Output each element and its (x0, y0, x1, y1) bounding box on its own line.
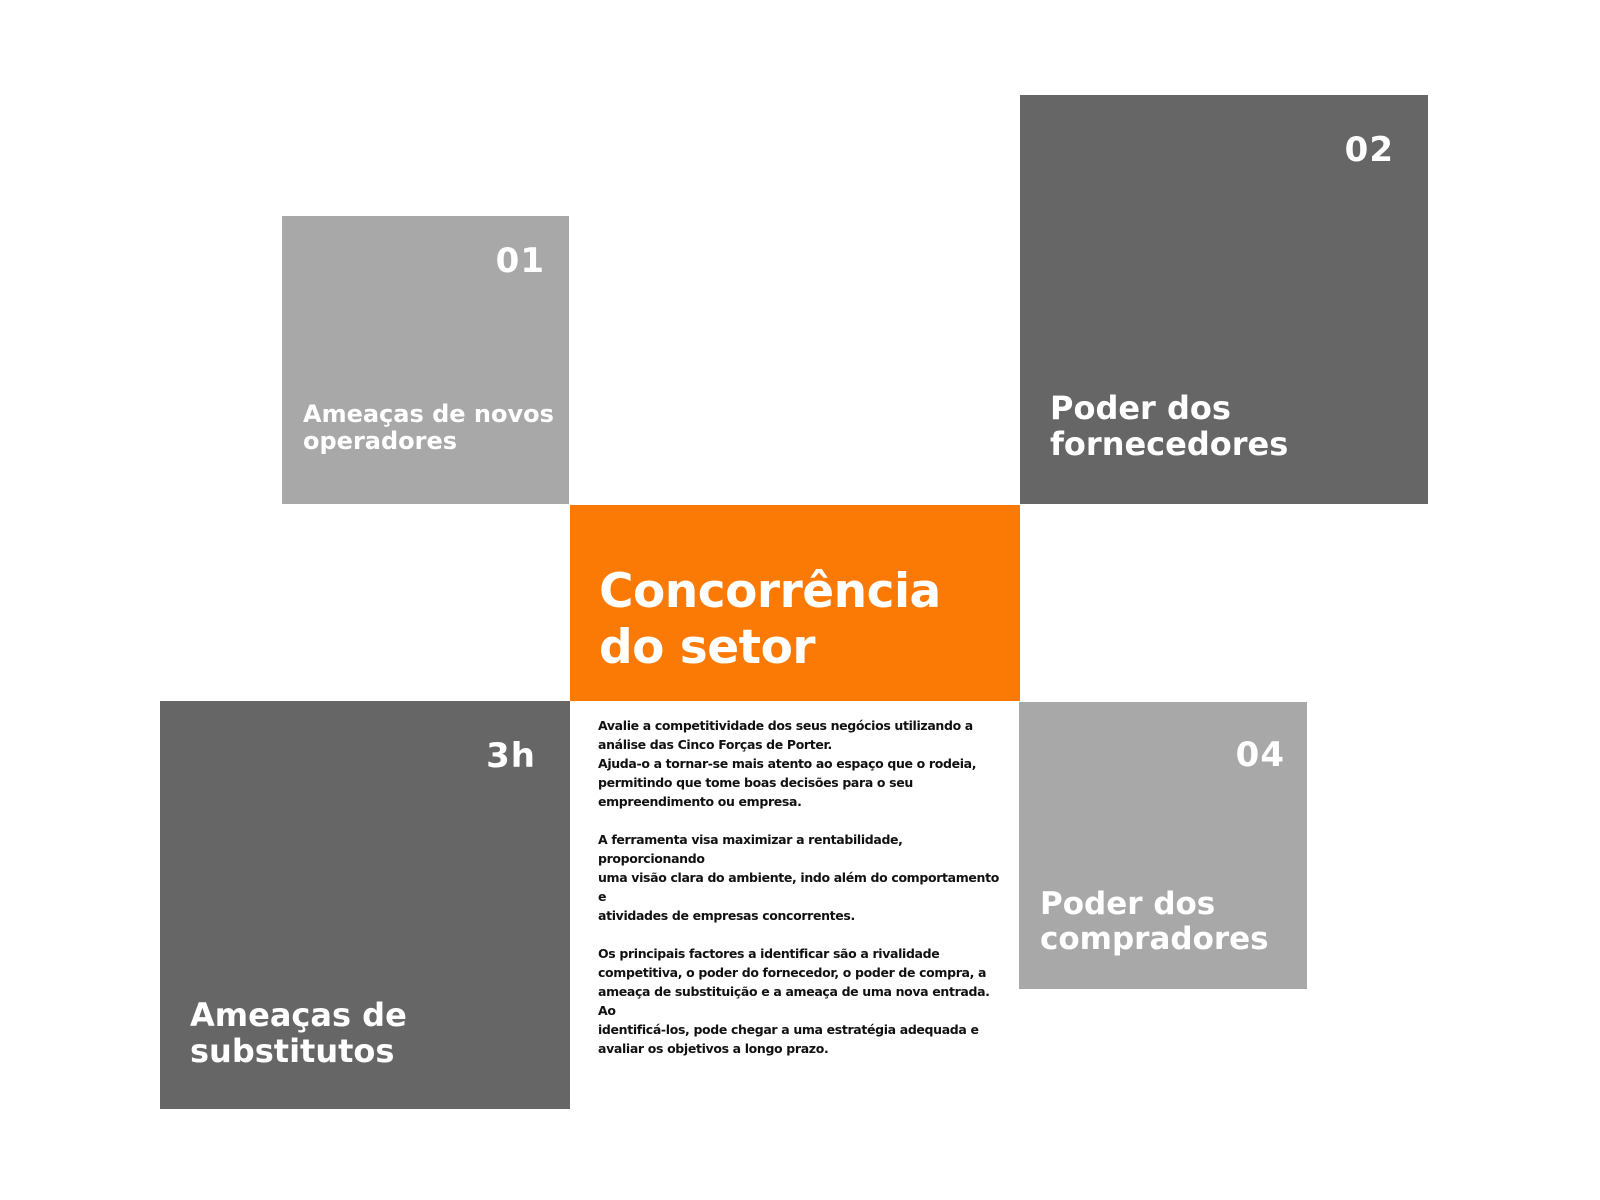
force-number: 04 (1235, 735, 1285, 775)
description-line: identificá-los, pode chegar a uma estratégia adequada e (598, 1022, 979, 1037)
force-label-line: operadores (303, 427, 458, 456)
description-line: atividades de empresas concorrentes. (598, 908, 855, 923)
force-box-buyers (1019, 702, 1307, 989)
force-label (303, 401, 565, 456)
force-label-line: Ameaças de novos (303, 400, 554, 428)
description-line: competitiva, o poder do fornecedor, o poder de compra, a (598, 965, 987, 980)
force-box-substitutes (160, 701, 570, 1109)
description-line: análise das Cinco Forças de Porter. (598, 737, 832, 752)
center-title (599, 564, 1019, 677)
description-line: uma visão clara do ambiente, indo além do comportamento e (598, 870, 999, 904)
description-paragraph (598, 830, 1004, 925)
description-line: ameaça de substituição e a ameaça de uma nova entrada. Ao (598, 984, 990, 1018)
description-line: Avalie a competitividade dos seus negócios utilizando a (598, 718, 973, 733)
center-title-line: Concorrência (599, 564, 941, 619)
description-line: avaliar os objetivos a longo prazo. (598, 1041, 829, 1056)
force-label-line: Poder dos (1040, 886, 1216, 922)
center-title-line: do setor (599, 620, 816, 676)
description-line: empreendimento ou empresa. (598, 794, 802, 809)
description-line: A ferramenta visa maximizar a rentabilidade, proporcionando (598, 832, 903, 866)
description-paragraph (598, 944, 1004, 1058)
force-label (190, 998, 560, 1070)
force-label-line: Ameaças de (190, 996, 407, 1034)
force-number: 02 (1344, 130, 1394, 170)
force-box-suppliers (1020, 95, 1428, 504)
force-number: 3h (486, 736, 536, 776)
description-text (598, 716, 1004, 1077)
description-line: Os principais factores a identificar são a rivalidade (598, 946, 940, 961)
force-label-line: Poder dos (1050, 389, 1231, 427)
force-label-line: fornecedores (1050, 424, 1289, 463)
force-label-line: compradores (1040, 920, 1269, 957)
force-label (1050, 391, 1420, 463)
center-box-industry-rivalry (570, 505, 1020, 701)
force-label (1040, 887, 1305, 956)
description-line: Ajuda-o a tornar-se mais atento ao espaço que o rodeia, (598, 756, 977, 771)
description-paragraph (598, 716, 1004, 811)
force-label-line: substitutos (190, 1031, 395, 1070)
force-number: 01 (495, 241, 545, 281)
force-box-new-entrants (282, 216, 569, 504)
description-line: permitindo que tome boas decisões para o seu (598, 775, 913, 790)
